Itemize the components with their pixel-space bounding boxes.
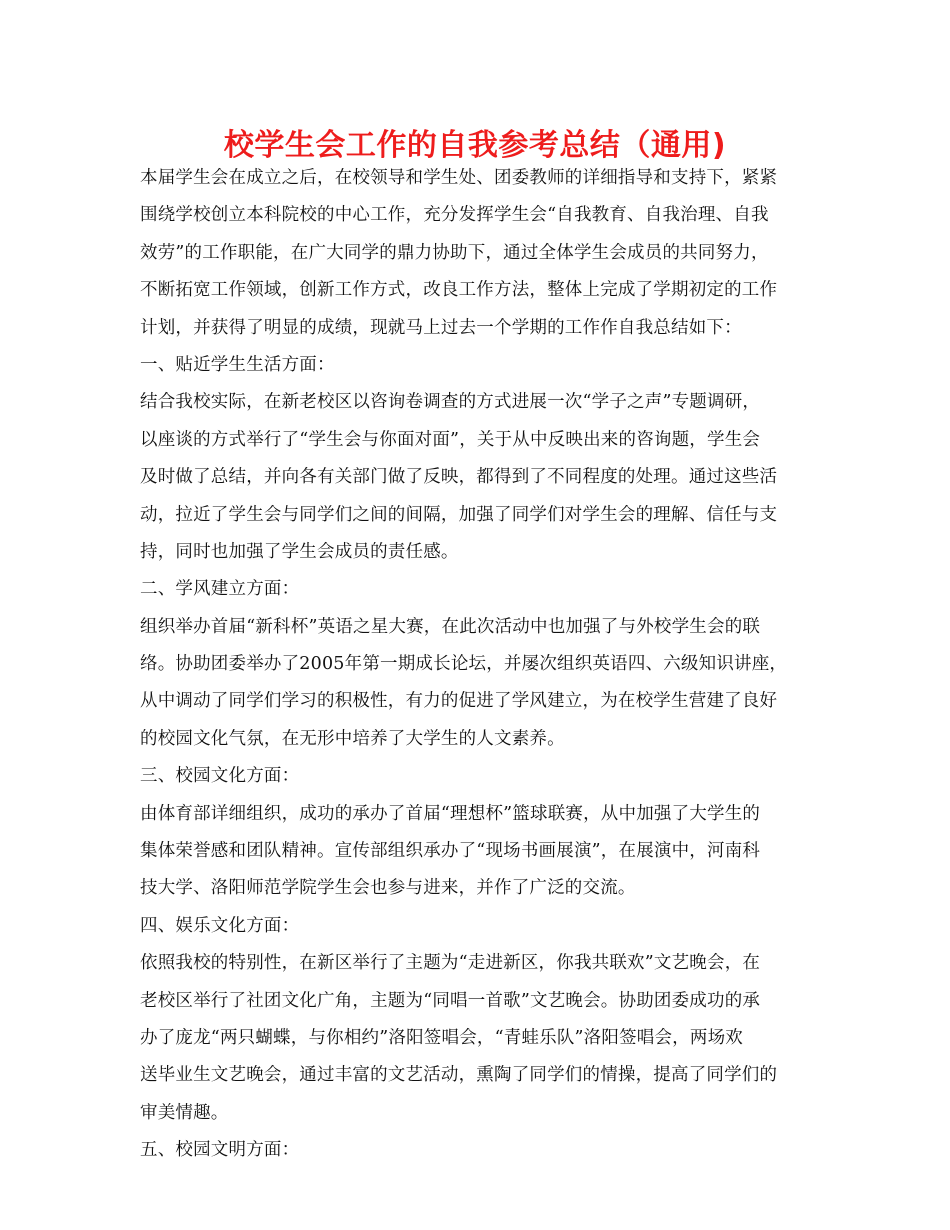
section-heading: 四、娱乐文化方面： xyxy=(140,915,300,936)
section-heading: 五、校园文明方面： xyxy=(140,1140,300,1161)
text-line: 依照我校的特别性，在新区举行了主题为“走进新区，你我共联欢”文艺晚会，在 xyxy=(140,953,761,974)
text-line: 办了庞龙“两只蝴蝶，与你相约”洛阳签唱会，“青蛙乐队”洛阳签唱会，两场欢 xyxy=(140,1027,743,1048)
text-line: 老校区举行了社团文化广角，主题为“同唱一首歌”文艺晚会。协助团委成功的承 xyxy=(140,990,761,1011)
section-heading: 一、贴近学生生活方面： xyxy=(140,354,335,375)
text-line: 送毕业生文艺晚会，通过丰富的文艺活动，熏陶了同学们的情操，提高了同学们的 xyxy=(140,1065,778,1086)
text-line: 不断拓宽工作领域，创新工作方式，改良工作方法，整体上完成了学期初定的工作 xyxy=(140,280,778,301)
document-body xyxy=(140,160,820,1170)
text-line: 本届学生会在成立之后，在校领导和学生处、团委教师的详细指导和支持下，紧紧 xyxy=(140,168,778,188)
text-line: 及时做了总结，并向各有关部门做了反映，都得到了不同程度的处理。通过这些活 xyxy=(140,467,778,488)
text-line: 审美情趣。 xyxy=(140,1102,229,1123)
text-line: 集体荣誉感和团队精神。宣传部组织承办了“现场书画展演”，在展演中，河南科 xyxy=(140,841,761,862)
text-line: 计划，并获得了明显的成绩，现就马上过去一个学期的工作作自我总结如下： xyxy=(140,317,742,338)
text-line: 动，拉近了学生会与同学们之间的间隔，加强了同学们对学生会的理解、信任与支 xyxy=(140,504,778,525)
text-line: 技大学、洛阳师范学院学生会也参与进来，并作了广泛的交流。 xyxy=(140,878,636,899)
text-line: 从中调动了同学们学习的积极性，有力的促进了学风建立，为在校学生营建了良好 xyxy=(140,691,778,712)
text-line: 的校园文化气氛，在无形中培养了大学生的人文素养。 xyxy=(140,728,565,749)
document-title: 校学生会工作的自我参考总结（通用) xyxy=(223,128,727,163)
text-line: 围绕学校创立本科院校的中心工作，充分发挥学生会“自我教育、自我治理、自我 xyxy=(140,205,769,226)
text-line: 由体育部详细组织，成功的承办了首届“理想杯”篮球联赛，从中加强了大学生的 xyxy=(140,803,761,824)
text-line: 持，同时也加强了学生会成员的责任感。 xyxy=(140,541,459,562)
text-line: 效劳”的工作职能，在广大同学的鼎力协助下，通过全体学生会成员的共同努力， xyxy=(140,242,769,263)
text-line: 以座谈的方式举行了“学生会与你面对面”，关于从中反映出来的咨询题，学生会 xyxy=(140,429,761,450)
text-line: 络。协助团委举办了2005年第一期成长论坛，并屡次组织英语四、六级知识讲座， xyxy=(140,654,788,675)
section-heading: 二、学风建立方面： xyxy=(140,579,300,600)
text-line: 结合我校实际，在新老校区以咨询卷调查的方式进展一次“学子之声”专题调研， xyxy=(140,392,761,413)
text-line: 组织举办首届“新科杯”英语之星大赛，在此次活动中也加强了与外校学生会的联 xyxy=(140,616,761,637)
section-heading: 三、校园文化方面： xyxy=(140,766,300,787)
